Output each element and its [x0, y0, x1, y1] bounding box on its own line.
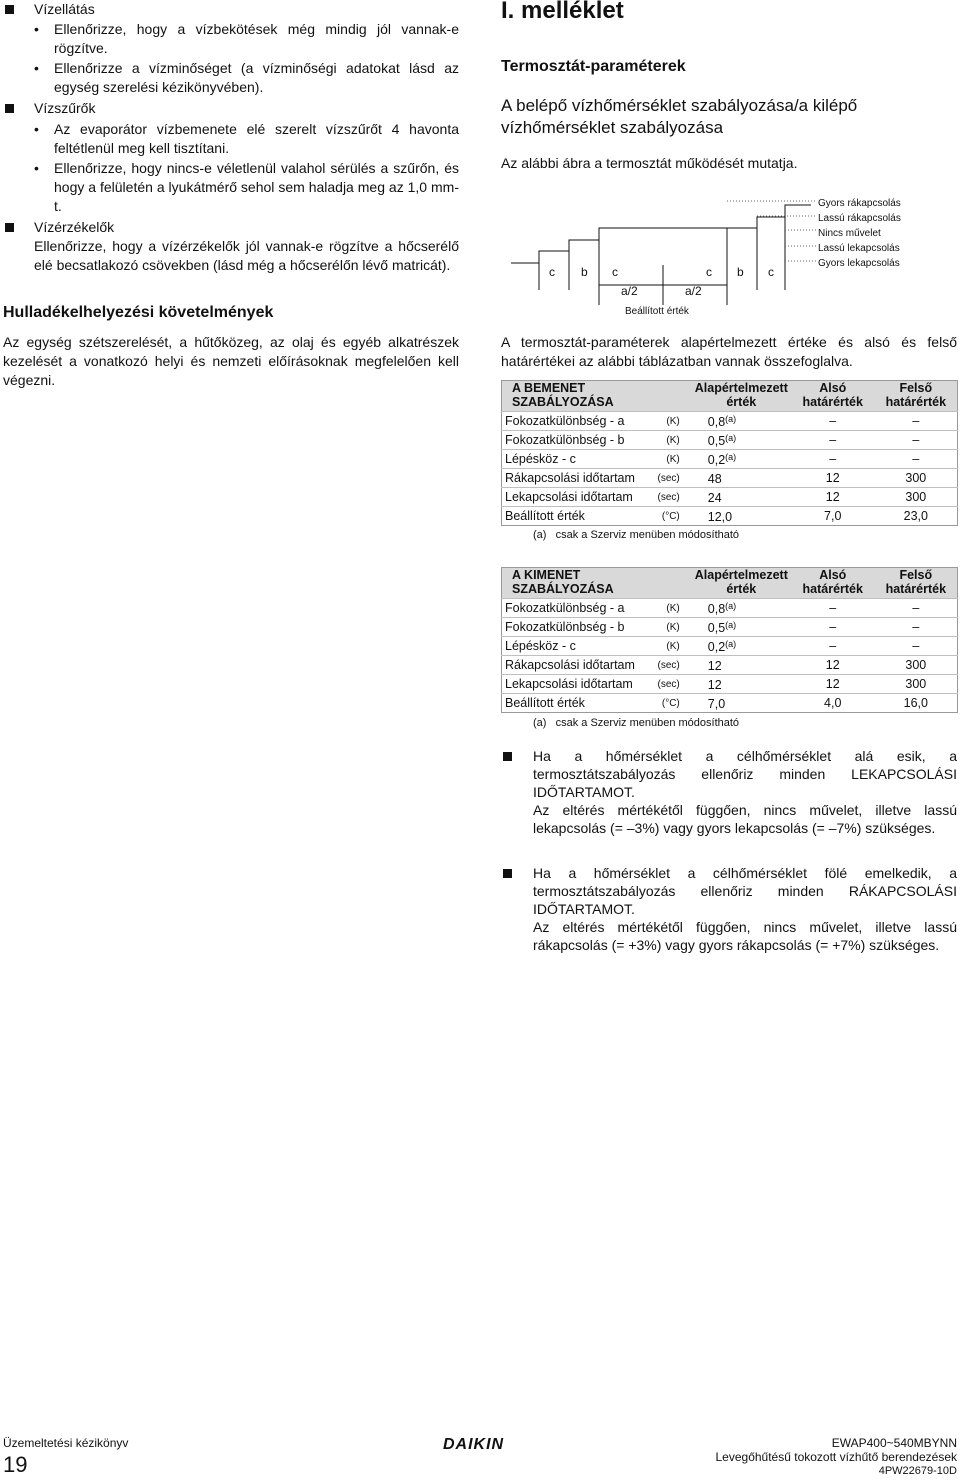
table-row: [502, 488, 958, 507]
low-limit: 4,0: [824, 696, 842, 710]
row-label: Fokozatkülönbség - a: [505, 601, 625, 615]
note-above-target: [501, 864, 957, 954]
staircase-line-low: [511, 228, 727, 263]
table-intro-text: A termosztát-paraméterek alapértelmezett értéke és alsó és felső határértékei az alábbi táblázatban vannak összefoglalva.: [501, 334, 957, 369]
row-label: Lépésköz - c: [505, 452, 576, 466]
row-unit: (K): [666, 453, 680, 465]
low-limit: –: [829, 639, 837, 653]
footnote: (a) csak a Szerviz menüben módosítható: [533, 717, 740, 729]
table-row: [502, 599, 958, 618]
row-label: Lekapcsolási időtartam: [505, 490, 633, 504]
table-row: [502, 694, 958, 713]
page-title: I. melléklet: [501, 0, 624, 24]
row-label: Fokozatkülönbség - b: [505, 620, 625, 634]
label-c: c: [768, 265, 774, 279]
legend-fast-on: Gyors rákapcsolás: [818, 198, 901, 209]
square-bullet-icon: [5, 5, 14, 14]
list-item: • Ellenőrizze a vízminőséget (a vízminőségi adatokat lásd az egység szerelési kézikönyvében).: [34, 60, 459, 95]
intro-text: Az alábbi ábra a termosztát működését mutatja.: [501, 155, 798, 171]
high-limit: 16,0: [903, 696, 928, 710]
row-label: Lekapcsolási időtartam: [505, 677, 633, 691]
row-label: Beállított érték: [505, 696, 585, 710]
table-title: A BEMENET SZABÁLYOZÁSA: [502, 381, 648, 412]
row-label: Fokozatkülönbség - b: [505, 433, 625, 447]
default-value: 12: [707, 658, 722, 673]
table-outlet-control: [501, 567, 958, 713]
low-limit: –: [829, 601, 837, 615]
bullet-dot-icon: •: [34, 21, 39, 37]
section-title: A belépő vízhőmérséklet szabályozása/a kilépő vízhőmérséklet szabályozása: [501, 96, 858, 137]
low-limit: 12: [825, 471, 840, 485]
default-value: 12: [707, 677, 722, 692]
section-body: Ellenőrizze, hogy a vízérzékelők jól vannak-e rögzítve a hőcserélő elé becsatlakozó csövekben (lásd még a hőcserélőn lévő matricát).: [34, 238, 459, 273]
note-text: Az eltérés mértékétől függően, nincs művelet, illetve lassú rákapcsolás (= +3%) vagy gyors rákapcsolás (= +7%) szükséges.: [533, 919, 957, 953]
high-limit: –: [912, 414, 920, 428]
square-bullet-icon: [503, 869, 512, 878]
document-number: 4PW22679-10D: [878, 1465, 957, 1477]
low-limit: 12: [825, 677, 840, 691]
right-column: [501, 0, 957, 173]
high-limit: –: [912, 620, 920, 634]
label-c: c: [549, 265, 555, 279]
left-column: [3, 0, 459, 390]
footnote: (a) csak a Szerviz menüben módosítható: [533, 529, 740, 541]
product-name: Levegőhűtésű tokozott vízhűtő berendezések: [715, 1450, 957, 1464]
row-unit: (K): [666, 640, 680, 652]
row-label: Lépésköz - c: [505, 639, 576, 653]
high-limit: 300: [905, 677, 927, 691]
table-row: [502, 469, 958, 488]
table-row: [502, 431, 958, 450]
section-title: Vízellátás: [34, 1, 95, 17]
row-unit: (K): [666, 621, 680, 633]
row-unit: (K): [666, 434, 680, 446]
label-half-a: a/2: [621, 284, 638, 298]
low-limit: 12: [825, 658, 840, 672]
column-header: Alapértelmezett érték: [692, 568, 791, 599]
label-setpoint: Beállított érték: [625, 306, 689, 317]
row-label: Fokozatkülönbség - a: [505, 414, 625, 428]
low-limit: 7,0: [824, 509, 842, 523]
row-unit: (°C): [661, 697, 680, 709]
section-vizszurok: [3, 99, 459, 118]
bullet-dot-icon: •: [34, 60, 39, 76]
label-c: c: [706, 265, 712, 279]
high-limit: 300: [905, 658, 927, 672]
low-limit: –: [829, 452, 837, 466]
default-value: 24: [707, 490, 722, 505]
list-item: • Az evaporátor vízbemenete elé szerelt vízszűrőt 4 havonta feltétlenül meg kell tisztítani.: [34, 121, 459, 156]
low-limit: 12: [825, 490, 840, 504]
table-row: [502, 637, 958, 656]
row-label: Beállított érték: [505, 509, 585, 523]
model-number: EWAP400~540MBYNN: [831, 1436, 957, 1450]
table-body: [502, 412, 958, 526]
high-limit: –: [912, 452, 920, 466]
legend-slow-off: Lassú lekapcsolás: [818, 243, 900, 254]
table-row: [502, 412, 958, 431]
row-unit: (sec): [657, 472, 680, 484]
table-row: [502, 507, 958, 526]
table-row: [502, 450, 958, 469]
table-row: [502, 656, 958, 675]
default-value: 0,2$^{(a)}$: [707, 638, 737, 654]
table-title: A KIMENET SZABÁLYOZÁSA: [502, 568, 648, 599]
high-limit: –: [912, 433, 920, 447]
row-unit: (°C): [661, 510, 680, 522]
default-value: 12,0: [707, 509, 733, 524]
high-limit: –: [912, 601, 920, 615]
default-value: 0,5$^{(a)}$: [707, 619, 737, 635]
high-limit: 23,0: [903, 509, 928, 523]
note-text: Ha a hőmérséklet a célhőmérséklet alá esik, a termosztátszabályozás ellenőriz minden LEKAPCSOLÁSI IDŐTARTAMOT.: [533, 748, 957, 800]
label-c: c: [612, 265, 618, 279]
label-b: b: [737, 265, 744, 279]
subsection-title: Termosztát-paraméterek: [501, 58, 686, 75]
label-b: b: [581, 265, 588, 279]
row-label: Rákapcsolási időtartam: [505, 658, 635, 672]
low-limit: –: [829, 433, 837, 447]
square-bullet-icon: [5, 104, 14, 113]
section-vizerzekelok: [3, 218, 459, 275]
default-value: 0,8$^{(a)}$: [707, 413, 737, 429]
section-title: Vízszűrők: [34, 100, 96, 116]
column-header: Alsó határérték: [791, 568, 875, 599]
row-unit: (sec): [657, 678, 680, 690]
section-title: Vízérzékelők: [34, 219, 115, 235]
brand-logo: DAIKIN: [443, 1436, 505, 1453]
column-header: Felső határérték: [875, 568, 958, 599]
column-header: Alsó határérték: [791, 381, 875, 412]
row-unit: (K): [666, 415, 680, 427]
footer-manual-title: Üzemeltetési kézikönyv: [3, 1436, 129, 1450]
footer-product-info: [716, 1436, 958, 1478]
staircase-line-high: [599, 205, 811, 285]
table-row: [502, 675, 958, 694]
default-value: 48: [707, 471, 722, 486]
high-limit: –: [912, 639, 920, 653]
page-number: 19: [3, 1452, 28, 1477]
row-unit: (sec): [657, 659, 680, 671]
table-body: [502, 599, 958, 713]
label-half-a: a/2: [685, 284, 702, 298]
legend-fast-off: Gyors lekapcsolás: [818, 258, 900, 269]
paragraph: Az egység szétszerelését, a hűtőközeg, az olaj és egyéb alkatrészek kezelését a vonatkozó helyi és nemzeti előírásoknak megfelelően kell végezni.: [3, 334, 459, 388]
column-header: Alapértelmezett érték: [692, 381, 791, 412]
bullet-dot-icon: •: [34, 121, 39, 137]
note-text: Az eltérés mértékétől függően, nincs művelet, illetve lassú lekapcsolás (= –3%) vagy gyors lekapcsolás (= –7%) szükséges.: [533, 802, 957, 836]
square-bullet-icon: [5, 223, 14, 232]
high-limit: 300: [905, 471, 927, 485]
table-row: [502, 618, 958, 637]
note-text: Ha a hőmérséklet a célhőmérséklet fölé emelkedik, a termosztátszabályozás ellenőriz minden RÁKAPCSOLÁSI IDŐTARTAMOT.: [533, 865, 957, 917]
default-value: 0,2$^{(a)}$: [707, 451, 737, 467]
legend-slow-on: Lassú rákapcsolás: [818, 213, 901, 224]
high-limit: 300: [905, 490, 927, 504]
low-limit: –: [829, 620, 837, 634]
thermostat-diagram: [501, 195, 957, 325]
note-below-target: [501, 747, 957, 837]
table-inlet-control: [501, 380, 958, 526]
row-label: Rákapcsolási időtartam: [505, 471, 635, 485]
section-vizellatas: [3, 0, 459, 19]
default-value: 0,8$^{(a)}$: [707, 600, 737, 616]
row-unit: (sec): [657, 491, 680, 503]
column-header: Felső határérték: [875, 381, 958, 412]
square-bullet-icon: [503, 752, 512, 761]
list-item: • Ellenőrizze, hogy a vízbekötések még mindig jól vannak-e rögzítve.: [34, 21, 459, 56]
legend-no-action: Nincs művelet: [818, 228, 881, 239]
section-heading-hulladek: Hulladékelhelyezési követelmények: [3, 304, 274, 321]
default-value: 7,0: [707, 696, 726, 711]
low-limit: –: [829, 414, 837, 428]
row-unit: (K): [666, 602, 680, 614]
bullet-dot-icon: •: [34, 160, 39, 176]
default-value: 0,5$^{(a)}$: [707, 432, 737, 448]
list-item: • Ellenőrizze, hogy nincs-e véletlenül valahol sérülés a szűrőn, és hogy a felületén a lyukátmérő sehol sem haladja meg az 1,0 mm-t.: [34, 160, 459, 214]
